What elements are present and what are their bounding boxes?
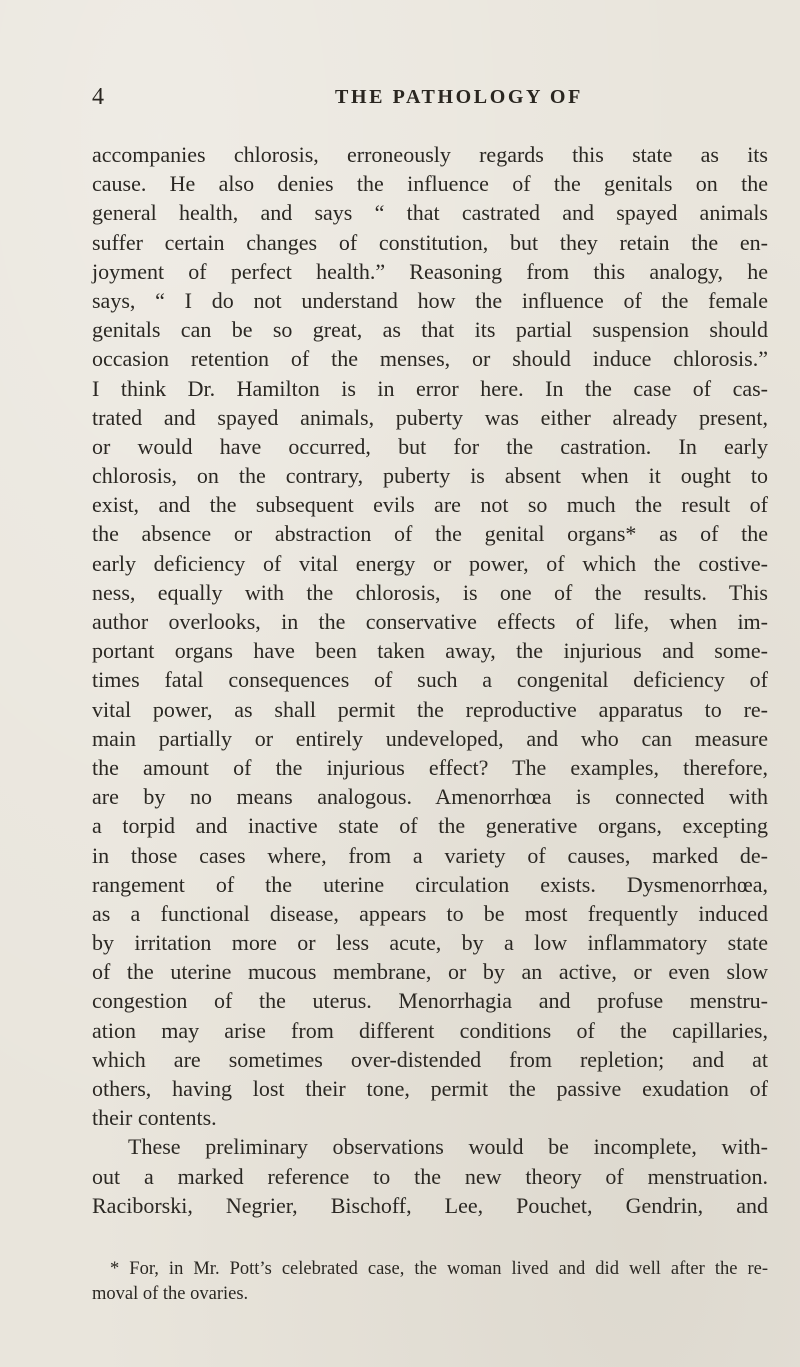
- text-line: chlorosis, on the contrary, puberty is absent when it ought to: [92, 463, 768, 489]
- text-line: by irritation more or less acute, by a low inflammatory state: [92, 930, 768, 956]
- text-line: others, having lost their tone, permit the passive exudation of: [92, 1076, 768, 1101]
- footnote: [92, 1257, 768, 1307]
- text-line: or would have occurred, but for the castration. In early: [92, 433, 768, 459]
- text-line: main partially or entirely undeveloped, and who can measure: [92, 725, 768, 751]
- text-line: Raciborski, Negrier, Bischoff, Lee, Pouchet, Gendrin, and: [92, 1192, 768, 1218]
- text-line: early deficiency of vital energy or power, of which the costive-: [92, 550, 768, 576]
- text-line: general health, and says “ that castrated and spayed animals: [92, 200, 768, 226]
- text-line: ness, equally with the chlorosis, is one of the results. This: [92, 579, 768, 605]
- text-line: as a functional disease, appears to be most frequently induced: [92, 900, 768, 926]
- text-line: congestion of the uterus. Menorrhagia and profuse menstru-: [92, 988, 768, 1014]
- text-line: These preliminary observations would be incomplete, with-: [128, 1134, 768, 1160]
- text-line: the absence or abstraction of the genital organs* as of the: [92, 521, 768, 547]
- footnote-line: * For, in Mr. Pott’s celebrated case, the woman lived and did well after the re-: [110, 1259, 768, 1279]
- text-line: rangement of the uterine circulation exists. Dysmenorrhœa,: [92, 871, 768, 897]
- text-line: says, “ I do not understand how the influence of the female: [92, 287, 768, 313]
- text-line: a torpid and inactive state of the generative organs, excepting: [92, 813, 768, 839]
- text-line: trated and spayed animals, puberty was either already present,: [92, 404, 768, 430]
- text-line: exist, and the subsequent evils are not so much the result of: [92, 492, 768, 518]
- text-line: their contents.: [92, 1105, 217, 1131]
- text-line: are by no means analogous. Amenorrhœa is connected with: [92, 784, 768, 810]
- text-line: joyment of perfect health.” Reasoning from this analogy, he: [92, 258, 768, 284]
- running-title: THE PATHOLOGY OF: [335, 86, 583, 108]
- running-head: [92, 84, 772, 116]
- text-line: occasion retention of the menses, or should induce chlorosis.”: [92, 346, 768, 372]
- text-line: accompanies chlorosis, erroneously regards this state as its: [92, 142, 768, 167]
- text-line: ation may arise from different conditions of the capillaries,: [92, 1017, 768, 1043]
- text-line: the amount of the injurious effect? The examples, therefore,: [92, 754, 768, 780]
- text-line: portant organs have been taken away, the injurious and some-: [92, 638, 768, 664]
- text-line: genitals can be so great, as that its partial suspension should: [92, 317, 768, 343]
- text-line: which are sometimes over-distended from repletion; and at: [92, 1046, 768, 1072]
- page-number: 4: [92, 84, 104, 110]
- text-line: out a marked reference to the new theory of menstruation.: [92, 1163, 768, 1189]
- text-line: in those cases where, from a variety of causes, marked de-: [92, 842, 768, 868]
- text-line: vital power, as shall permit the reproductive apparatus to re-: [92, 696, 768, 722]
- footnote-line: moval of the ovaries.: [92, 1284, 249, 1304]
- body-text: [92, 140, 768, 1220]
- text-line: I think Dr. Hamilton is in error here. In the case of cas-: [92, 375, 768, 401]
- text-line: of the uterine mucous membrane, or by an active, or even slow: [92, 959, 768, 985]
- text-line: times fatal consequences of such a congenital deficiency of: [92, 667, 768, 693]
- text-line: cause. He also denies the influence of the genitals on the: [92, 171, 768, 197]
- text-line: author overlooks, in the conservative effects of life, when im-: [92, 609, 768, 634]
- text-line: suffer certain changes of constitution, but they retain the en-: [92, 229, 768, 255]
